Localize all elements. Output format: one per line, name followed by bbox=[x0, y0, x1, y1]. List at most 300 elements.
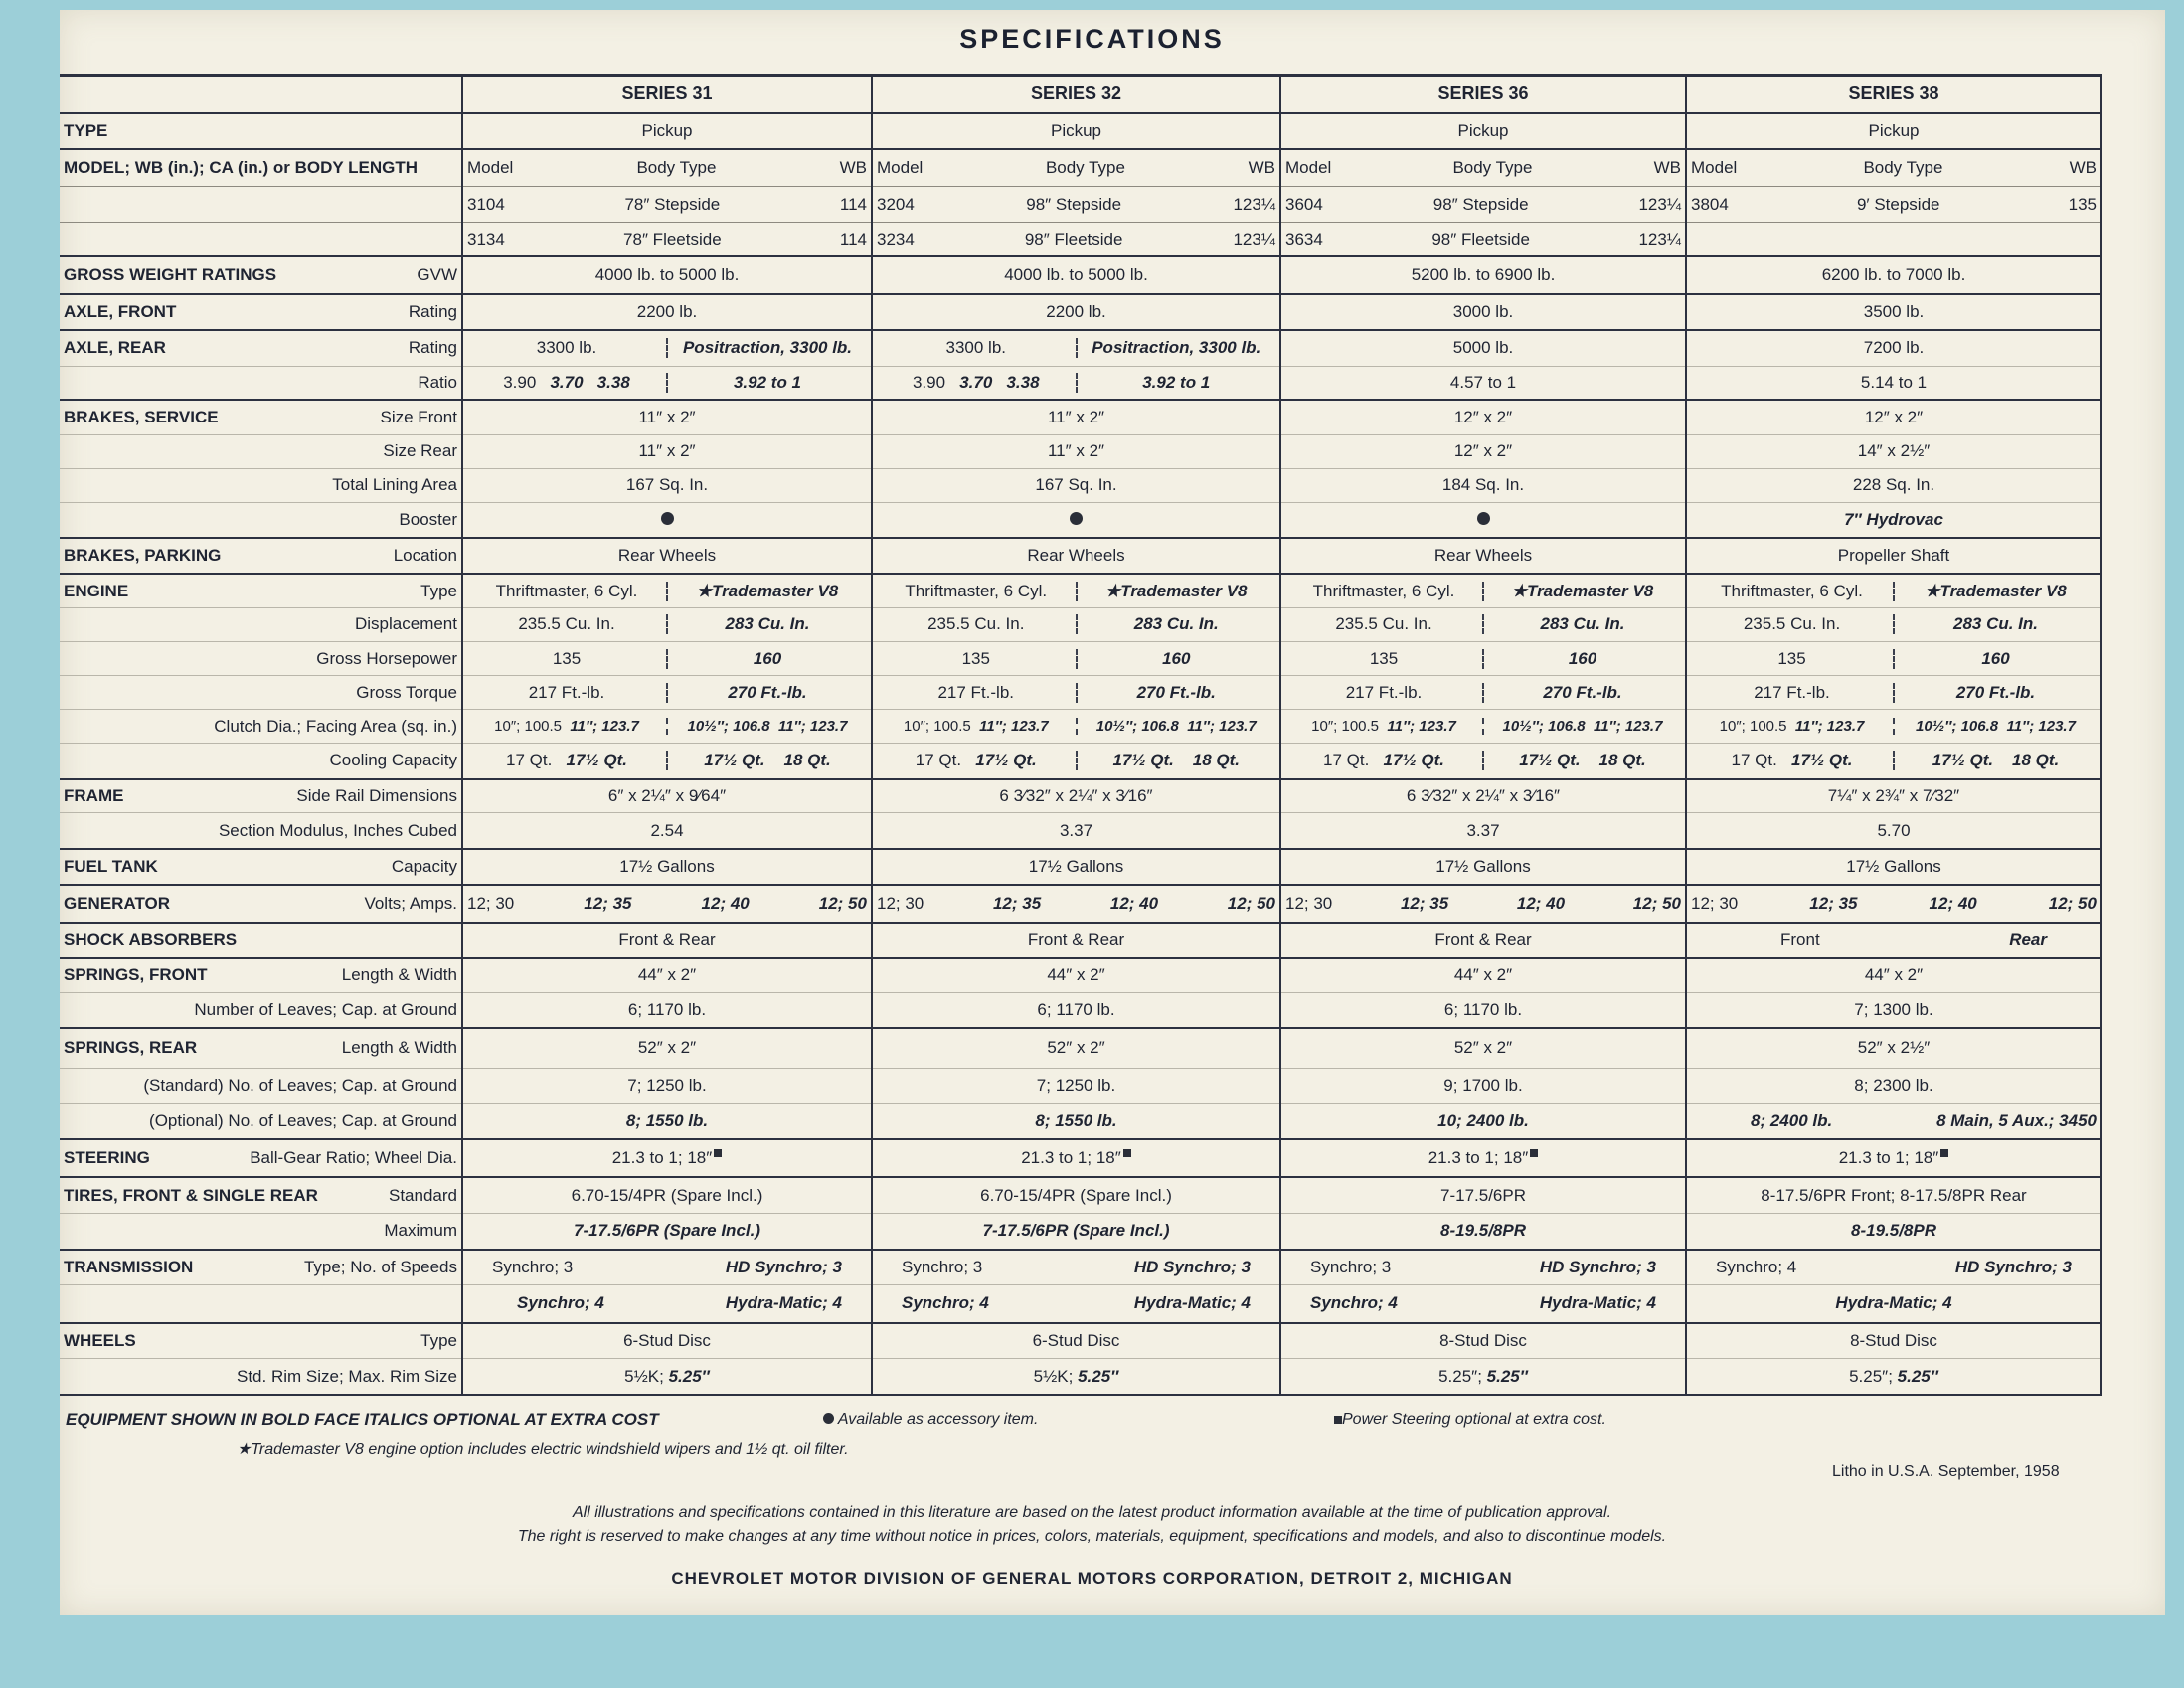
engine-opt: 270 Ft.-lb. bbox=[1893, 683, 2097, 703]
engine-opt: 270 Ft.-lb. bbox=[1076, 683, 1276, 703]
model-header-row bbox=[60, 149, 2101, 187]
axle-front-label: AXLE, FRONT bbox=[64, 301, 177, 321]
shocks-label: SHOCK ABSORBERS bbox=[64, 930, 238, 950]
axle-rear-rating-row bbox=[60, 330, 2101, 366]
rim-max: 5.25″ bbox=[1486, 1366, 1528, 1386]
engine-opt: ★Trademaster V8 bbox=[1893, 582, 2097, 601]
transmission-opt: Synchro; 4 bbox=[1310, 1293, 1398, 1313]
generator-opt: 12; 35 bbox=[1400, 893, 1449, 913]
axle-rear-item: Rating bbox=[408, 338, 457, 358]
shocks-value: Front & Rear bbox=[872, 923, 1280, 958]
tire-std: 6.70-15/4PR (Spare Incl.) bbox=[462, 1177, 872, 1213]
cooling-std: 17 Qt. bbox=[1323, 751, 1370, 770]
axle-rear-label: AXLE, REAR bbox=[64, 338, 166, 358]
col-model: Model bbox=[1691, 157, 1738, 177]
generator-std: 12; 30 bbox=[467, 893, 515, 913]
ratio-opt: 3.70 bbox=[959, 372, 993, 392]
shocks-value: Front & Rear bbox=[1280, 923, 1686, 958]
ratio-std: 3.90 bbox=[503, 372, 537, 392]
generator-opt: 12; 35 bbox=[1809, 893, 1858, 913]
brake-size: 12″ x 2″ bbox=[1280, 400, 1686, 434]
tire-max: 8-19.5/8PR bbox=[1686, 1214, 2101, 1250]
generator-opt: 12; 40 bbox=[701, 893, 750, 913]
engine-opt: ★Trademaster V8 bbox=[1076, 582, 1276, 601]
tires-label: TIRES, FRONT & SINGLE REAR bbox=[64, 1185, 318, 1205]
power-steering-square-icon bbox=[1530, 1149, 1538, 1157]
type-value: Pickup bbox=[462, 113, 872, 149]
section-modulus: 3.37 bbox=[872, 813, 1280, 849]
engine-item: Gross Horsepower bbox=[316, 648, 457, 668]
gvw-label: GROSS WEIGHT RATINGS bbox=[64, 264, 277, 284]
generator-row bbox=[60, 885, 2101, 923]
series-31-header: SERIES 31 bbox=[462, 76, 872, 113]
clutch-opt: 11″; 123.7 bbox=[777, 718, 848, 736]
engine-std: 135 bbox=[1777, 648, 1806, 668]
spring-leaves: 6; 1170 lb. bbox=[1280, 992, 1686, 1028]
brakes-lining-row bbox=[60, 468, 2101, 502]
model-number: 3204 bbox=[877, 194, 915, 214]
spring-leaves-opt: 10; 2400 lb. bbox=[1280, 1103, 1686, 1139]
clutch-opt: 11″; 123.7 bbox=[1593, 718, 1663, 736]
series-36-header: SERIES 36 bbox=[1280, 76, 1686, 113]
wheelbase: 123¼ bbox=[1638, 229, 1681, 249]
transmission-row-1 bbox=[60, 1250, 2101, 1285]
engine-opt: 283 Cu. In. bbox=[666, 614, 867, 634]
transmission-opt: HD Synchro; 3 bbox=[1954, 1257, 2072, 1276]
power-steering-square-icon bbox=[1940, 1149, 1948, 1157]
rail-dimensions: 7¼″ x 2¾″ x 7⁄32″ bbox=[1686, 779, 2101, 813]
brakes-item: Total Lining Area bbox=[332, 475, 457, 495]
ratio-opt: 3.70 bbox=[550, 372, 584, 392]
generator-opt: 12; 40 bbox=[1109, 893, 1159, 913]
shocks-value: Front & Rear bbox=[462, 923, 872, 958]
col-body-type: Body Type bbox=[1045, 157, 1125, 177]
fuel-label: FUEL TANK bbox=[64, 856, 158, 876]
spring-leaves-opt: 8; 1550 lb. bbox=[462, 1103, 872, 1139]
col-model: Model bbox=[1285, 157, 1332, 177]
spring-leaves: 9; 1700 lb. bbox=[1280, 1068, 1686, 1103]
engine-std: 135 bbox=[961, 648, 990, 668]
engine-item: Displacement bbox=[355, 614, 457, 634]
power-steering-square-icon bbox=[714, 1149, 722, 1157]
rim-std: 5½K; bbox=[1033, 1366, 1074, 1386]
generator-std: 12; 30 bbox=[1285, 893, 1333, 913]
page-title: SPECIFICATIONS bbox=[959, 24, 1225, 54]
generator-opt: 12; 50 bbox=[818, 893, 867, 913]
body-type: 98″ Fleetside bbox=[1024, 229, 1123, 249]
fuel-value: 17½ Gallons bbox=[1686, 849, 2101, 885]
axle-rear-opt: Positraction, 3300 lb. bbox=[1076, 338, 1276, 358]
generator-opt: 12; 50 bbox=[1632, 893, 1681, 913]
lining-area: 167 Sq. In. bbox=[462, 468, 872, 502]
power-steering-text: Power Steering optional at extra cost. bbox=[1342, 1411, 1606, 1428]
type-label: TYPE bbox=[64, 120, 108, 140]
type-value: Pickup bbox=[872, 113, 1280, 149]
trademaster-note: ★Trademaster V8 engine option includes electric windshield wipers and 1½ qt. oil filter. bbox=[237, 1441, 849, 1458]
rail-dimensions: 6 3⁄32″ x 2¼″ x 3⁄16″ bbox=[1280, 779, 1686, 813]
axle-ratio-row bbox=[60, 366, 2101, 400]
spring-leaves-opt: 8; 2400 lb. bbox=[1751, 1111, 1833, 1131]
transmission-opt: Synchro; 4 bbox=[517, 1293, 604, 1313]
transmission-std: Synchro; 3 bbox=[492, 1257, 574, 1276]
axle-rear-value: 7200 lb. bbox=[1686, 330, 2101, 366]
springs-rear-opt-row bbox=[60, 1103, 2101, 1139]
spec-table bbox=[60, 74, 2102, 1396]
brake-size: 14″ x 2½″ bbox=[1686, 434, 2101, 468]
rim-std: 5.25″; bbox=[1438, 1366, 1482, 1386]
wheelbase: 114 bbox=[839, 194, 867, 214]
engine-displacement-row bbox=[60, 607, 2101, 641]
engine-std: 135 bbox=[1369, 648, 1399, 668]
cooling-opt: 17½ Qt. bbox=[1519, 751, 1581, 770]
gvw-value: 4000 lb. to 5000 lb. bbox=[872, 256, 1280, 294]
section-modulus: 3.37 bbox=[1280, 813, 1686, 849]
spring-leaves: 6; 1170 lb. bbox=[462, 992, 872, 1028]
fuel-row bbox=[60, 849, 2101, 885]
engine-type-row bbox=[60, 574, 2101, 607]
transmission-std: Synchro; 3 bbox=[1310, 1257, 1392, 1276]
ratio-item: Ratio bbox=[418, 372, 457, 392]
engine-std: Thriftmaster, 6 Cyl. bbox=[1312, 581, 1455, 600]
frame-item: Section Modulus, Inches Cubed bbox=[218, 820, 457, 840]
engine-std: 217 Ft.-lb. bbox=[1345, 682, 1423, 702]
cooling-opt: 18 Qt. bbox=[1192, 751, 1241, 770]
springs-item: Length & Width bbox=[341, 965, 457, 985]
engine-opt: ★Trademaster V8 bbox=[1482, 582, 1681, 601]
section-modulus: 2.54 bbox=[462, 813, 872, 849]
cooling-opt: 17½ Qt. bbox=[566, 751, 627, 770]
wheel-type: 6-Stud Disc bbox=[462, 1323, 872, 1359]
cooling-opt: 18 Qt. bbox=[2012, 751, 2060, 770]
engine-opt: 160 bbox=[1482, 649, 1681, 669]
frame-rail-row bbox=[60, 779, 2101, 813]
engine-std: Thriftmaster, 6 Cyl. bbox=[1721, 581, 1863, 600]
cooling-opt: 17½ Qt. bbox=[975, 751, 1037, 770]
fuel-value: 17½ Gallons bbox=[872, 849, 1280, 885]
brakes-item: Booster bbox=[399, 510, 457, 530]
engine-opt: 270 Ft.-lb. bbox=[1482, 683, 1681, 703]
wheels-label: WHEELS bbox=[64, 1330, 136, 1350]
transmission-std: Synchro; 3 bbox=[902, 1257, 983, 1276]
gvw-item: GVW bbox=[417, 264, 457, 284]
cooling-std: 17 Qt. bbox=[1731, 751, 1777, 770]
brake-size: 12″ x 2″ bbox=[1686, 400, 2101, 434]
rim-max: 5.25″ bbox=[1078, 1366, 1119, 1386]
engine-opt: ★Trademaster V8 bbox=[666, 582, 867, 601]
brake-size: 11″ x 2″ bbox=[872, 400, 1280, 434]
generator-opt: 12; 40 bbox=[1516, 893, 1566, 913]
engine-std: 217 Ft.-lb. bbox=[528, 682, 605, 702]
clutch-std: 10″; 100.5 bbox=[494, 718, 563, 736]
parking-value: Rear Wheels bbox=[462, 538, 872, 574]
engine-std: 235.5 Cu. In. bbox=[927, 614, 1025, 634]
tire-max: 7-17.5/6PR (Spare Incl.) bbox=[872, 1214, 1280, 1250]
spring-size: 44″ x 2″ bbox=[872, 958, 1280, 992]
axle-rear-value: 5000 lb. bbox=[1280, 330, 1686, 366]
tire-std: 8-17.5/6PR Front; 8-17.5/8PR Rear bbox=[1686, 1177, 2101, 1213]
transmission-opt: HD Synchro; 3 bbox=[1133, 1257, 1251, 1276]
spring-size: 44″ x 2″ bbox=[1686, 958, 2101, 992]
wheelbase: 114 bbox=[839, 229, 867, 249]
wheel-type: 6-Stud Disc bbox=[872, 1323, 1280, 1359]
rim-std: 5.25″; bbox=[1849, 1366, 1893, 1386]
ratio-positraction: 3.92 to 1 bbox=[666, 373, 867, 393]
spring-leaves: 8; 2300 lb. bbox=[1686, 1068, 2101, 1103]
generator-item: Volts; Amps. bbox=[364, 893, 457, 913]
tire-max: 8-19.5/8PR bbox=[1280, 1214, 1686, 1250]
power-steering-square-icon bbox=[1334, 1416, 1342, 1424]
brakes-label: BRAKES, SERVICE bbox=[64, 407, 219, 426]
fuel-value: 17½ Gallons bbox=[462, 849, 872, 885]
engine-std: 235.5 Cu. In. bbox=[1743, 614, 1841, 634]
transmission-opt: Hydra-Matic; 4 bbox=[1539, 1293, 1656, 1313]
parking-row bbox=[60, 538, 2101, 574]
axle-front-value: 2200 lb. bbox=[462, 294, 872, 330]
wheelbase: 123¼ bbox=[1233, 229, 1275, 249]
generator-std: 12; 30 bbox=[877, 893, 924, 913]
spring-size: 44″ x 2″ bbox=[1280, 958, 1686, 992]
rail-dimensions: 6″ x 2¼″ x 9⁄64″ bbox=[462, 779, 872, 813]
engine-std: Thriftmaster, 6 Cyl. bbox=[495, 581, 638, 600]
gvw-value: 6200 lb. to 7000 lb. bbox=[1686, 256, 2101, 294]
ratio-opt: 3.38 bbox=[1006, 372, 1040, 392]
transmission-opt: Hydra-Matic; 4 bbox=[1686, 1285, 2101, 1323]
model-row bbox=[60, 187, 2101, 223]
axle-rear-std: 3300 lb. bbox=[945, 338, 1006, 358]
brakes-size-front-row bbox=[60, 400, 2101, 434]
spring-leaves: 7; 1250 lb. bbox=[872, 1068, 1280, 1103]
parking-value: Propeller Shaft bbox=[1686, 538, 2101, 574]
rim-std: 5½K; bbox=[624, 1366, 664, 1386]
rail-dimensions: 6 3⁄32″ x 2¼″ x 3⁄16″ bbox=[872, 779, 1280, 813]
spring-size: 52″ x 2″ bbox=[872, 1028, 1280, 1068]
col-wb: WB bbox=[839, 157, 867, 177]
wheel-type: 8-Stud Disc bbox=[1686, 1323, 2101, 1359]
clutch-opt: 11″; 123.7 bbox=[2006, 718, 2076, 736]
wheels-rim-row bbox=[60, 1359, 2101, 1395]
col-model: Model bbox=[467, 157, 514, 177]
litho-note: Litho in U.S.A. September, 1958 bbox=[1832, 1463, 2060, 1480]
generator-label: GENERATOR bbox=[64, 893, 171, 913]
springs-front-lw-row bbox=[60, 958, 2101, 992]
clutch-opt: 11″; 123.7 bbox=[1387, 718, 1456, 736]
brakes-item: Size Rear bbox=[383, 441, 457, 461]
brakes-size-rear-row bbox=[60, 434, 2101, 468]
model-label: MODEL; WB (in.); CA (in.) or BODY LENGTH bbox=[64, 157, 419, 177]
body-type: 78″ Stepside bbox=[624, 194, 721, 214]
parking-label: BRAKES, PARKING bbox=[64, 546, 222, 566]
spring-leaves-opt: 8 Main, 5 Aux.; 3450 bbox=[1936, 1111, 2097, 1131]
steering-value: 21.3 to 1; 18″ bbox=[1428, 1148, 1529, 1168]
transmission-opt: Hydra-Matic; 4 bbox=[1133, 1293, 1251, 1313]
generator-opt: 12; 40 bbox=[1929, 893, 1977, 913]
col-body-type: Body Type bbox=[1452, 157, 1533, 177]
engine-opt: 283 Cu. In. bbox=[1893, 614, 2097, 634]
bold-italic-note: EQUIPMENT SHOWN IN BOLD FACE ITALICS OPTIONAL AT EXTRA COST bbox=[66, 1410, 659, 1429]
engine-item: Clutch Dia.; Facing Area (sq. in.) bbox=[214, 716, 457, 736]
series-header-row bbox=[60, 76, 2101, 113]
transmission-item: Type; No. of Speeds bbox=[303, 1257, 457, 1276]
wheels-type-row bbox=[60, 1323, 2101, 1359]
tire-std: 6.70-15/4PR (Spare Incl.) bbox=[872, 1177, 1280, 1213]
generator-opt: 12; 50 bbox=[1227, 893, 1275, 913]
transmission-std: Synchro; 4 bbox=[1716, 1257, 1797, 1276]
generator-opt: 12; 50 bbox=[2048, 893, 2097, 913]
tires-std-row bbox=[60, 1177, 2101, 1213]
booster-value: 7″ Hydrovac bbox=[1686, 502, 2101, 538]
clutch-std: 10″; 100.5 bbox=[1719, 718, 1787, 736]
wheels-item: Type bbox=[420, 1330, 457, 1350]
cooling-opt: 17½ Qt. bbox=[1112, 751, 1174, 770]
springs-front-label: SPRINGS, FRONT bbox=[64, 965, 208, 985]
lining-area: 228 Sq. In. bbox=[1686, 468, 2101, 502]
wheelbase: 123¼ bbox=[1233, 194, 1275, 214]
springs-rear-lw-row bbox=[60, 1028, 2101, 1068]
spring-size: 52″ x 2″ bbox=[462, 1028, 872, 1068]
axle-front-item: Rating bbox=[408, 301, 457, 321]
axle-front-value: 2200 lb. bbox=[872, 294, 1280, 330]
engine-item: Type bbox=[420, 581, 457, 600]
gvw-value: 4000 lb. to 5000 lb. bbox=[462, 256, 872, 294]
tire-max: 7-17.5/6PR (Spare Incl.) bbox=[462, 1214, 872, 1250]
accessory-text: Available as accessory item. bbox=[837, 1411, 1039, 1428]
model-number: 3104 bbox=[467, 194, 505, 214]
engine-opt: 160 bbox=[1076, 649, 1276, 669]
accessory-dot-icon bbox=[823, 1413, 834, 1424]
spring-size: 52″ x 2″ bbox=[1280, 1028, 1686, 1068]
cooling-std: 17 Qt. bbox=[506, 751, 553, 770]
engine-opt: 283 Cu. In. bbox=[1482, 614, 1681, 634]
series-38-header: SERIES 38 bbox=[1686, 76, 2101, 113]
clutch-opt: 11″; 123.7 bbox=[1794, 718, 1865, 736]
wheel-type: 8-Stud Disc bbox=[1280, 1323, 1686, 1359]
col-body-type: Body Type bbox=[1863, 157, 1943, 177]
power-steering-note bbox=[1332, 1411, 1606, 1429]
steering-row bbox=[60, 1139, 2101, 1177]
transmission-label: TRANSMISSION bbox=[64, 1257, 194, 1276]
clutch-opt: 11″; 123.7 bbox=[1187, 718, 1257, 736]
cooling-opt: 17½ Qt. bbox=[1932, 751, 1994, 770]
col-body-type: Body Type bbox=[636, 157, 717, 177]
spring-leaves: 7; 1250 lb. bbox=[462, 1068, 872, 1103]
lining-area: 184 Sq. In. bbox=[1280, 468, 1686, 502]
engine-opt: 160 bbox=[1893, 649, 2097, 669]
parking-value: Rear Wheels bbox=[872, 538, 1280, 574]
engine-item: Cooling Capacity bbox=[329, 751, 457, 770]
body-type: 9′ Stepside bbox=[1856, 194, 1940, 214]
lining-area: 167 Sq. In. bbox=[872, 468, 1280, 502]
spring-size: 52″ x 2½″ bbox=[1686, 1028, 2101, 1068]
engine-std: 217 Ft.-lb. bbox=[937, 682, 1015, 702]
col-wb: WB bbox=[1248, 157, 1275, 177]
engine-std: 217 Ft.-lb. bbox=[1754, 682, 1830, 702]
parking-value: Rear Wheels bbox=[1280, 538, 1686, 574]
type-row bbox=[60, 113, 2101, 149]
axle-rear-std: 3300 lb. bbox=[536, 338, 597, 358]
brakes-item: Size Front bbox=[380, 407, 457, 426]
spring-leaves: 7; 1300 lb. bbox=[1686, 992, 2101, 1028]
body-type: 98″ Stepside bbox=[1026, 194, 1122, 214]
clutch-opt: 10½″; 106.8 bbox=[1095, 718, 1179, 736]
engine-std: 135 bbox=[552, 648, 582, 668]
type-value: Pickup bbox=[1686, 113, 2101, 149]
engine-opt: 160 bbox=[666, 649, 867, 669]
gvw-row bbox=[60, 256, 2101, 294]
clutch-opt: 11″; 123.7 bbox=[570, 718, 639, 736]
body-type: 98″ Stepside bbox=[1432, 194, 1529, 214]
clutch-opt: 10½″; 106.8 bbox=[1916, 718, 1999, 736]
cooling-opt: 17½ Qt. bbox=[1383, 751, 1444, 770]
shocks-std: Front bbox=[1780, 930, 1820, 950]
col-wb: WB bbox=[2069, 157, 2097, 177]
clutch-std: 10″; 100.5 bbox=[903, 718, 971, 736]
disclaimer-line-1: All illustrations and specifications contained in this literature are based on the latest product information available at the time of publication approval. bbox=[572, 1504, 1612, 1521]
frame-label: FRAME bbox=[64, 786, 124, 806]
transmission-opt: HD Synchro; 3 bbox=[1539, 1257, 1656, 1276]
springs-item: Number of Leaves; Cap. at Ground bbox=[194, 999, 457, 1019]
accessory-note bbox=[823, 1411, 1038, 1429]
tires-item: Maximum bbox=[384, 1221, 457, 1241]
steering-value: 21.3 to 1; 18″ bbox=[611, 1148, 713, 1168]
parking-item: Location bbox=[393, 546, 457, 566]
axle-front-value: 3500 lb. bbox=[1686, 294, 2101, 330]
steering-value: 21.3 to 1; 18″ bbox=[1021, 1148, 1121, 1168]
springs-front-leaves-row bbox=[60, 992, 2101, 1028]
springs-rear-label: SPRINGS, REAR bbox=[64, 1038, 198, 1058]
transmission-row-2 bbox=[60, 1285, 2101, 1323]
model-number: 3804 bbox=[1691, 194, 1729, 214]
ratio-opt: 3.38 bbox=[596, 372, 630, 392]
power-steering-square-icon bbox=[1123, 1149, 1131, 1157]
model-row bbox=[60, 223, 2101, 256]
brake-size: 11″ x 2″ bbox=[462, 400, 872, 434]
steering-label: STEERING bbox=[64, 1148, 150, 1168]
rim-max: 5.25″ bbox=[1897, 1366, 1938, 1386]
engine-opt: 283 Cu. In. bbox=[1076, 614, 1276, 634]
engine-hp-row bbox=[60, 642, 2101, 676]
springs-item: (Standard) No. of Leaves; Cap. at Ground bbox=[143, 1076, 457, 1096]
cooling-opt: 17½ Qt. bbox=[1791, 751, 1853, 770]
wheelbase: 123¼ bbox=[1638, 194, 1681, 214]
clutch-opt: 10½″; 106.8 bbox=[687, 718, 770, 736]
fuel-value: 17½ Gallons bbox=[1280, 849, 1686, 885]
brake-size: 11″ x 2″ bbox=[872, 434, 1280, 468]
division-footer: CHEVROLET MOTOR DIVISION OF GENERAL MOTORS CORPORATION, DETROIT 2, MICHIGAN bbox=[671, 1569, 1513, 1588]
frame-modulus-row bbox=[60, 813, 2101, 849]
brake-size: 12″ x 2″ bbox=[1280, 434, 1686, 468]
cooling-opt: 18 Qt. bbox=[783, 751, 831, 770]
transmission-opt: Hydra-Matic; 4 bbox=[725, 1293, 842, 1313]
body-type: 78″ Fleetside bbox=[623, 229, 722, 249]
accessory-dot-icon bbox=[1477, 512, 1490, 525]
steering-value: 21.3 to 1; 18″ bbox=[1838, 1148, 1939, 1168]
clutch-std: 10″; 100.5 bbox=[1311, 718, 1380, 736]
axle-front-row bbox=[60, 294, 2101, 330]
rim-max: 5.25″ bbox=[668, 1366, 710, 1386]
axle-rear-opt: Positraction, 3300 lb. bbox=[666, 338, 867, 358]
generator-opt: 12; 35 bbox=[992, 893, 1042, 913]
wheels-item: Std. Rim Size; Max. Rim Size bbox=[237, 1366, 457, 1386]
accessory-dot-icon bbox=[661, 512, 674, 525]
brakes-booster-row bbox=[60, 502, 2101, 538]
col-model: Model bbox=[877, 157, 924, 177]
engine-std: Thriftmaster, 6 Cyl. bbox=[905, 581, 1048, 600]
tires-item: Standard bbox=[389, 1185, 457, 1205]
shocks-row bbox=[60, 923, 2101, 958]
col-wb: WB bbox=[1653, 157, 1681, 177]
clutch-opt: 10½″; 106.8 bbox=[1502, 718, 1586, 736]
ratio-positraction: 3.92 to 1 bbox=[1076, 373, 1276, 393]
